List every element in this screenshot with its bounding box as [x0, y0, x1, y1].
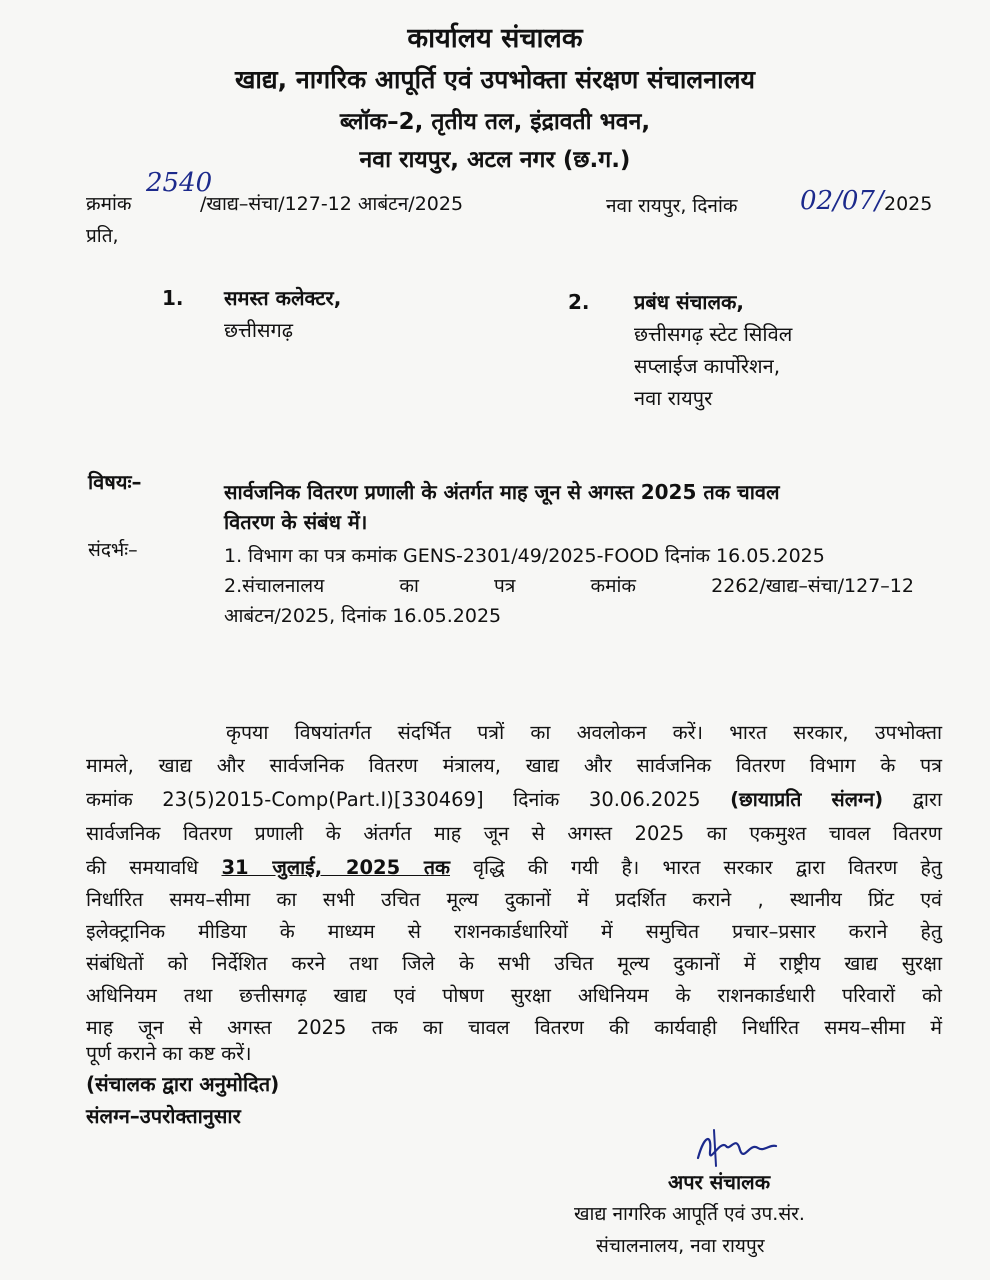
recipient-2-line: छत्तीसगढ़ स्टेट सिविल — [634, 322, 793, 346]
body-line: संबंधितों को निर्देशित करने तथा जिले के सभी उचित मूल्य दुकानों में राष्ट्रीय खाद्य सुरक्षा — [86, 952, 942, 975]
body-line: इलेक्ट्रानिक मीडिया के माध्यम से राशनकार्डधारियों में समुचित प्रचार–प्रसार कराने हेतु — [86, 920, 942, 943]
signatory-office-line-2: संचालनालय, नवा रायपुर — [596, 1235, 765, 1257]
recipient-1-title: समस्त कलेक्टर, — [224, 286, 342, 310]
handwritten-date: 02/07/ — [800, 186, 884, 216]
body-text: द्वारा — [912, 788, 942, 811]
enclosed-copy-note: (छायाप्रति संलग्न) — [730, 788, 884, 811]
date-year: 2025 — [884, 193, 933, 215]
reference-label: क्रमांक — [86, 193, 132, 215]
address-line-1: ब्लॉक–2, तृतीय तल, इंद्रावती भवन, — [339, 109, 651, 135]
signatory-designation: अपर संचालक — [668, 1170, 771, 1194]
subject-line-1: सार्वजनिक वितरण प्रणाली के अंतर्गत माह जून से अगस्त 2025 तक चावल — [224, 480, 780, 504]
signatory-office-line-1: खाद्य नागरिक आपूर्ति एवं उप.संर. — [574, 1203, 805, 1225]
signature — [690, 1126, 780, 1172]
approval-note: (संचालक द्वारा अनुमोदित) — [86, 1072, 280, 1096]
subject-line-2: वितरण के संबंध में। — [224, 510, 368, 534]
body-text: की समयावधि — [86, 856, 199, 879]
recipient-2-title: प्रबंध संचालक, — [634, 290, 744, 314]
recipient-1-line: छत्तीसगढ़ — [224, 318, 294, 342]
body-line: पूर्ण कराने का कष्ट करें। — [86, 1042, 252, 1065]
recipient-2-line: नवा रायपुर — [634, 386, 713, 410]
reference-2-line-2: आबंटन/2025, दिनांक 16.05.2025 — [224, 605, 502, 627]
recipient-2-number: 2. — [568, 290, 590, 314]
recipient-1-number: 1. — [162, 286, 184, 310]
body-line — [86, 786, 942, 814]
file-number: /खाद्य–संचा/127-12 आबंटन/2025 — [200, 193, 464, 215]
directorate-heading: खाद्य, नागरिक आपूर्ति एवं उपभोक्ता संरक्षण संचालनालय — [234, 65, 756, 94]
body-line: कृपया विषयांतर्गत संदर्भित पत्रों का अवलोकन करें। भारत सरकार, उपभोक्ता — [226, 721, 942, 744]
body-line: मामले, खाद्य और सार्वजनिक वितरण मंत्रालय, खाद्य और सार्वजनिक वितरण विभाग के पत्र — [86, 754, 942, 777]
body-text: वृद्धि की गयी है। भारत सरकार द्वारा वितरण हेतु — [473, 856, 943, 879]
office-heading: कार्यालय संचालक — [407, 23, 583, 54]
recipient-2-line: सप्लाईज कार्पोरेशन, — [634, 354, 781, 378]
body-line: निर्धारित समय–सीमा का सभी उचित मूल्य दुकानों में प्रदर्शित कराने , स्थानीय प्रिंट एवं — [86, 888, 942, 911]
prati-label: प्रति, — [86, 225, 119, 247]
letter-reference: कमांक 23(5)2015-Comp(Part.I)[330469] दिनांक 30.06.2025 — [86, 788, 701, 811]
body-line: अधिनियम तथा छत्तीसगढ़ खाद्य एवं पोषण सुरक्षा अधिनियम के राशनकार्डधारी परिवारों को — [86, 984, 942, 1007]
body-line — [86, 854, 942, 882]
deadline-date: 31 जुलाई, 2025 तक — [221, 856, 450, 879]
address-line-2: नवा रायपुर, अटल नगर (छ.ग.) — [359, 147, 631, 173]
subject-label: विषयः– — [88, 470, 142, 494]
reference-2-line-1: 2.संचालनालय का पत्र कमांक 2262/खाद्य–संचा/127–12 — [224, 575, 914, 597]
enclosure-note: संलग्न–उपरोक्तानुसार — [86, 1104, 241, 1128]
body-line: सार्वजनिक वितरण प्रणाली के अंतर्गत माह जून से अगस्त 2025 का एकमुश्त चावल वितरण — [86, 822, 942, 845]
references-label: संदर्भः– — [88, 539, 138, 561]
reference-1: 1. विभाग का पत्र कमांक GENS-2301/49/2025-FOOD दिनांक 16.05.2025 — [224, 545, 825, 567]
handwritten-reference-number: 2540 — [146, 168, 213, 198]
body-line: माह जून से अगस्त 2025 तक का चावल वितरण की कार्यवाही निर्धारित समय–सीमा में — [86, 1016, 942, 1039]
place-date-label: नवा रायपुर, दिनांक — [606, 195, 738, 217]
